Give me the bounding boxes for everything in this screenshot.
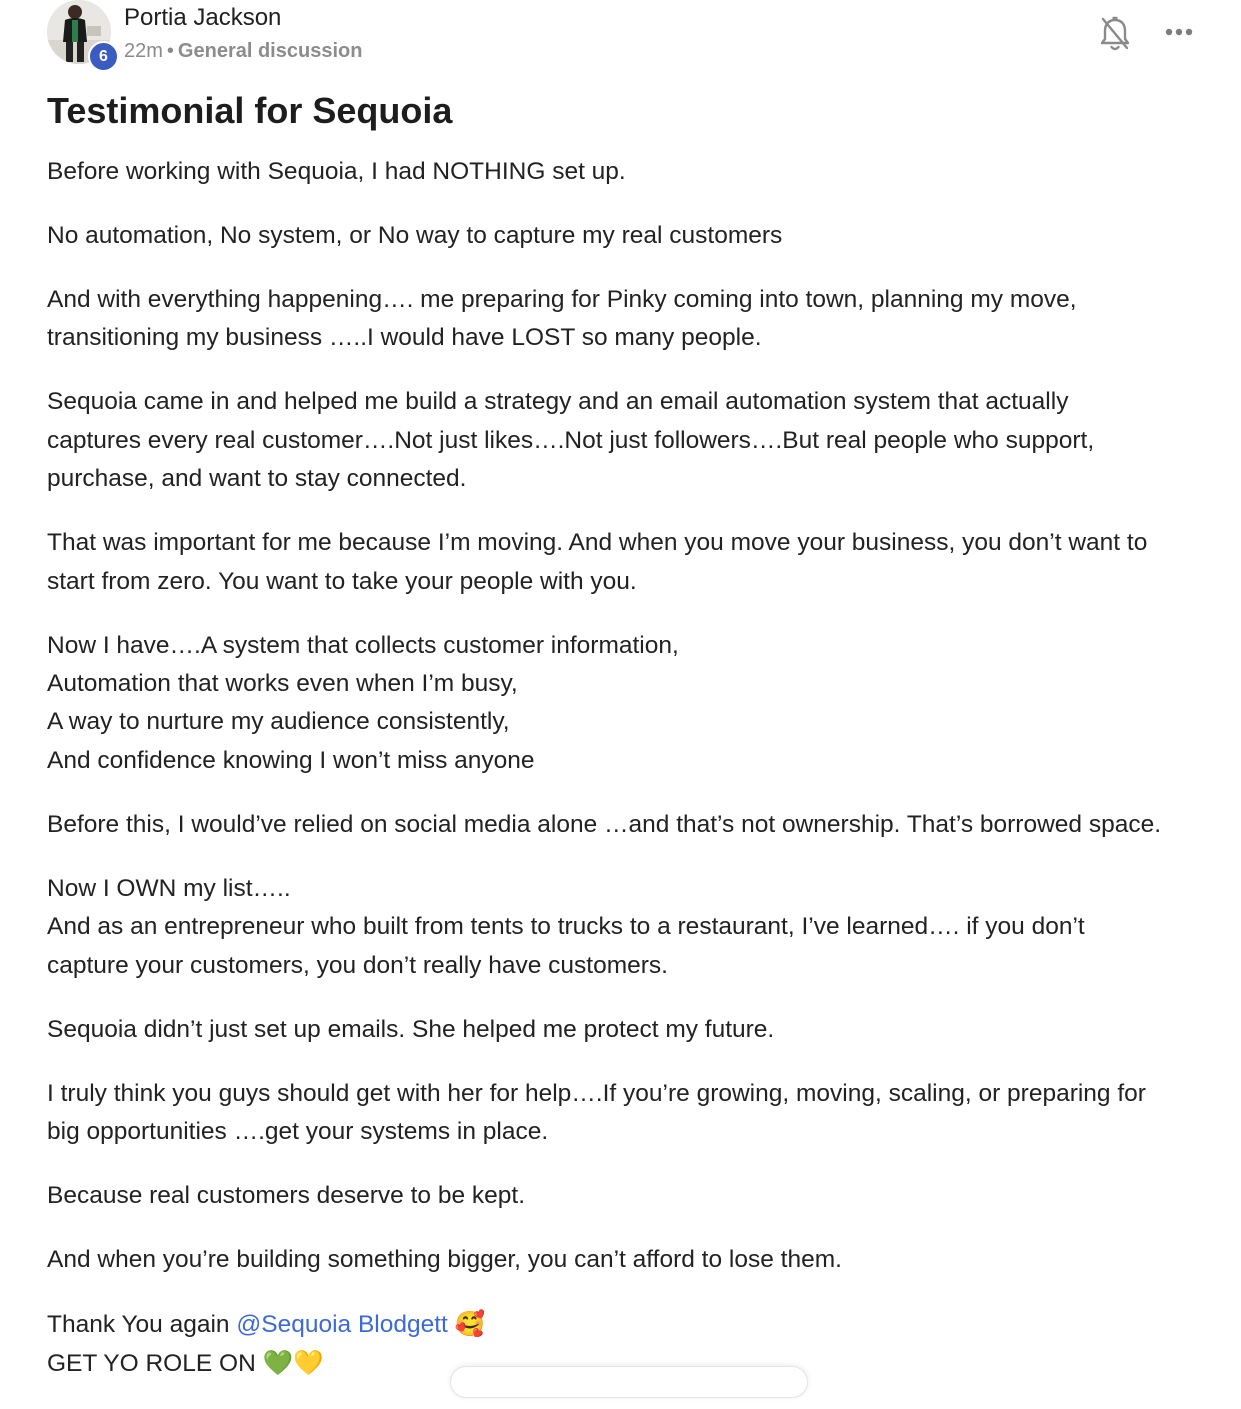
paragraph-line: That was important for me because I’m moving. And when you move your business, you don’t want to	[47, 529, 1148, 557]
post-paragraph	[47, 806, 1212, 844]
paragraph-line: Now I OWN my list…..	[47, 874, 291, 902]
paragraph-line: Because real customers deserve to be kept.	[47, 1182, 526, 1210]
thanks-text: Thank You again	[47, 1311, 230, 1339]
paragraph-line: And confidence knowing I won’t miss anyone	[47, 746, 535, 774]
paragraph-line: Sequoia came in and helped me build a strategy and an email automation system that actually	[47, 388, 1069, 416]
floating-action-bar[interactable]	[450, 1366, 808, 1398]
paragraph-line: Sequoia didn’t just set up emails. She helped me protect my future.	[47, 1015, 775, 1043]
post-paragraph	[47, 153, 1212, 191]
post-paragraph	[47, 281, 1212, 358]
post-time: 22m	[124, 40, 163, 62]
post-paragraph	[47, 1241, 1212, 1279]
paragraph-line: I truly think you guys should get with her for help….If you’re growing, moving, scaling, or preparing for	[47, 1079, 1146, 1107]
paragraph-line: No automation, No system, or No way to capture my real customers	[47, 222, 783, 249]
more-horizontal-icon	[1161, 20, 1197, 44]
paragraph-line: purchase, and want to stay connected.	[47, 465, 467, 493]
post-header	[47, 0, 1207, 72]
paragraph-line: Before this, I would’ve relied on social media alone …and that’s not ownership. That’s borrowed space.	[47, 810, 1162, 838]
level-badge: 6	[88, 41, 119, 72]
notification-toggle-button[interactable]	[1097, 14, 1133, 54]
post-paragraph	[47, 1177, 1212, 1215]
post-title: Testimonial for Sequoia	[47, 90, 453, 131]
paragraph-line: big opportunities ….get your systems in place.	[47, 1118, 549, 1146]
author-name[interactable]: Portia Jackson	[124, 4, 282, 31]
post-paragraph	[47, 627, 1212, 781]
signoff-text: GET YO ROLE ON	[47, 1350, 256, 1378]
post-body	[47, 153, 1212, 1409]
post-paragraph	[47, 870, 1212, 985]
post-paragraph	[47, 1011, 1212, 1049]
meta-separator: •	[166, 40, 174, 62]
post-category[interactable]: General discussion	[177, 40, 363, 62]
post-meta	[124, 40, 362, 63]
post-paragraph	[47, 524, 1212, 601]
more-options-button[interactable]	[1161, 20, 1197, 44]
paragraph-line: A way to nurture my audience consistently,	[47, 708, 510, 736]
bell-off-icon	[1097, 14, 1133, 54]
post-paragraph	[47, 1075, 1212, 1152]
paragraph-line: And with everything happening…. me preparing for Pinky coming into town, planning my move,	[47, 286, 1077, 313]
paragraph-line: And as an entrepreneur who built from tents to trucks to a restaurant, I’ve learned…. if you don’t	[47, 913, 1085, 941]
paragraph-line: And when you’re building something bigger, you can’t afford to lose them.	[47, 1246, 842, 1274]
paragraph-line: start from zero. You want to take your people with you.	[47, 567, 637, 595]
paragraph-line: transitioning my business …..I would have LOST so many people.	[47, 324, 762, 352]
smiling-hearts-emoji: 🥰	[454, 1309, 486, 1339]
user-mention-link[interactable]: @Sequoia Blodgett	[236, 1311, 448, 1339]
paragraph-line: Before working with Sequoia, I had NOTHING set up.	[47, 158, 626, 185]
paragraph-line: capture your customers, you don’t really have customers.	[47, 951, 668, 979]
hearts-emoji: 💚💛	[262, 1348, 324, 1378]
post-paragraph	[47, 217, 1212, 255]
paragraph-line: Automation that works even when I’m busy,	[47, 670, 518, 698]
post-paragraph	[47, 383, 1212, 498]
paragraph-line: captures every real customer….Not just likes….Not just followers….But real people who support,	[47, 426, 1095, 454]
paragraph-line: Now I have….A system that collects customer information,	[47, 631, 679, 659]
